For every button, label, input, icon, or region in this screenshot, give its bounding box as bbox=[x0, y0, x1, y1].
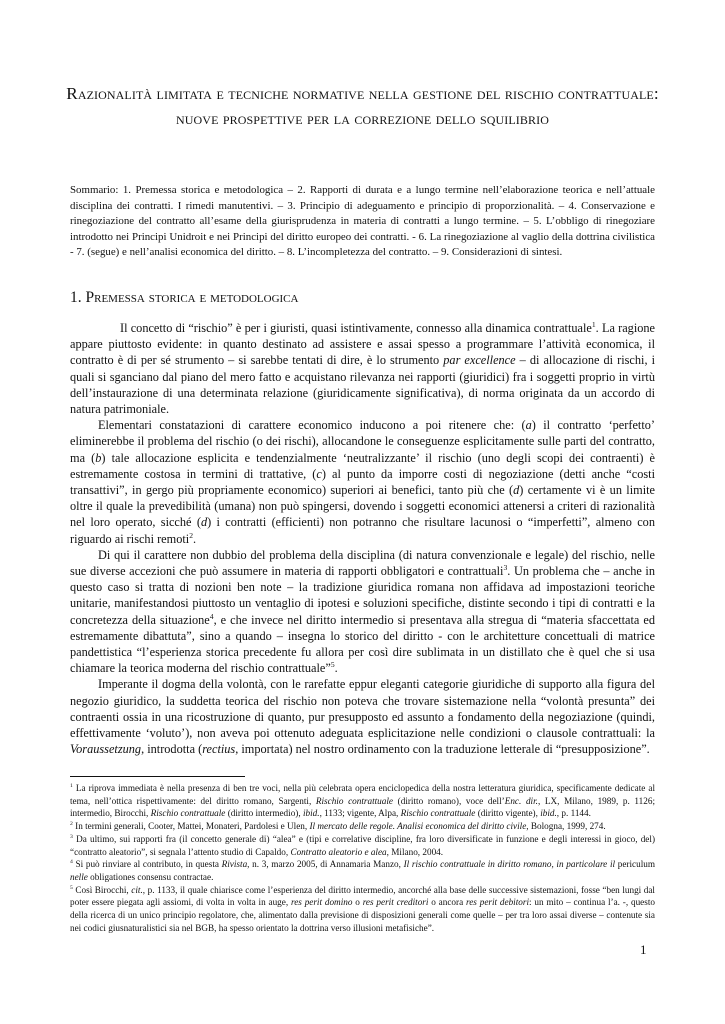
footnote-1: $^1$ La riprova immediata è nella presenza di ben tre voci, nella più celebrata opera enciclopedica della nostra letteratura giuridica, specificamente dedicate al tema, nell’ottica rispettivamente: del diritto romano, Sargenti, Rischio contrattuale (diritto romano), voce dell’Enc. dir., LX, Milano, 1989, p. 1126; intermedio, Birocchi, Rischio contrattuale (diritto intermedio), ibid., 1133; vigente, Alpa, Rischio contrattuale (diritto vigente), ibid., p. 1144. bbox=[70, 782, 655, 819]
footnotes bbox=[70, 782, 655, 934]
article-title: Razionalità limitata e tecniche normative nella gestione del rischio contrattuale: nuove prospettive per la correzione dello squilibrio bbox=[66, 84, 659, 128]
paragraph-3: Di qui il carattere non dubbio del problema della disciplina (di natura convenzionale e legale) del rischio, nelle sue diverse accezioni che può assumere in materia di rapporti obbligatori e contrattuali$^3$. Un problema che – anche in questo caso si tratta di nozioni ben note – la tradizione giuridica romana non affidava ad impostazioni teoriche unitarie, manifestandosi piuttosto un ventaglio di ipotesi e soluzioni specifiche, distinte secondo i tipi di contratti e la concretezza della situazione$^4$, e che invece nel diritto intermedio si presentava alla stregua di “materia sfaccettata ed estremamente dibattuta”, sino a quando – insegna lo storico del diritto - con le architetture concettuali di matrice pandettistica “l’esperienza storica precedente fu allora per così dire sublimata in un distillato che è quel che si usa chiamare la teorica moderna del rischio contrattuale”$^5$. bbox=[70, 547, 655, 676]
footnote-ref-2[interactable]: 2 bbox=[189, 530, 193, 540]
footnote-ref-4[interactable]: 4 bbox=[209, 611, 214, 621]
summary: Sommario: 1. Premessa storica e metodologica – 2. Rapporti di durata e a lungo termine nell’elaborazione teorica e nell’attuale disciplina dei contratti. I rimedi manutentivi. – 3. Principio di adeguamento e principio di proporzionalità. – 4. Conservazione e rinegoziazione del contratto all’esame della giurisprudenza in materia di contratti a lungo termine. – 5. L’obbligo di rinegoziare introdotto nei Principi Unidroit e nei Principi del diritto europeo dei contratti. - 6. La rinegoziazione al vaglio della dottrina civilistica - 7. (segue) e nell’analisi economica del diritto. – 8. L’incompletezza del contratto. – 9. Considerazioni di sintesi. bbox=[70, 184, 655, 259]
footnote-ref-5[interactable]: 5 bbox=[330, 660, 335, 670]
footnote-ref-1[interactable]: 1 bbox=[591, 319, 596, 329]
footnote-divider bbox=[70, 776, 245, 777]
footnote-3: $^3$ Da ultimo, sui rapporti fra (il concetto generale di) “alea” e (tipi e correlative discipline, fra loro diversificate in funzione e degli interessi in gioco, del) “contratto aleatorio”, si segnala l’attento studio di Capaldo, Contratto aleatorio e alea, Milano, 2004. bbox=[70, 833, 655, 857]
footnote-4: $^4$ Si può rinviare al contributo, in questa Rivista, n. 3, marzo 2005, di Annamaria Manzo, Il rischio contrattuale in diritto romano, in particolare il periculum nelle obligationes consensu contractae. bbox=[70, 859, 655, 882]
paragraph-1: Il concetto di “rischio” è per i giuristi, quasi istintivamente, connesso alla dinamica contrattuale$^1$. La ragione appare piuttosto evidente: in quanto destinato ad assistere e assai spesso a programmare l’attività economica, il contratto è di per sé strumento – si sarebbe tentati di dire, è lo strumento par excellence – di allocazione di rischi, i quali si sganciano dal piano del mero fatto e acquistano rilevanza nei rapporti (giuridici) fra i soggetti proprio in virtù dell’instaurazione di una determinata relazione (giuridicamente significativa), di norma originata da un accordo di natura patrimoniale. bbox=[70, 319, 655, 417]
footnote-2: $^2$ In termini generali, Cooter, Mattei, Monateri, Pardolesi e Ulen, Il mercato delle regole. Analisi economica del diritto civile, Bologna, 1999, 274. bbox=[70, 821, 606, 832]
page-number: 1 bbox=[640, 942, 647, 957]
footnote-5: $^5$ Così Birocchi, cit., p. 1133, il quale chiarisce come l’esperienza del diritto intermedio, ancorché alla base delle successive sistemazioni, fosse “ben lungi dal poter essere piegata agli assiomi, di volta in volta in auge, res perit domino o res perit creditori o ancora res perit debitori: un mito – continua l’a. -, questo della ricerca di un unico principio regolatore, che, alimentato dalla previsione di disposizioni generali come quelle – per tra loro assai diverse – contenute sia nei codici giusnaturalistici sia nel BGB, ha spesso orientato la dottrina verso illusioni metafisiche”. bbox=[70, 884, 655, 933]
footnote-ref-3[interactable]: 3 bbox=[503, 562, 508, 572]
body-text bbox=[70, 320, 655, 757]
paragraph-4: Imperante il dogma della volontà, con le rarefatte eppur eleganti categorie giuridiche di supporto alla figura del negozio giuridico, la suddetta teorica del rischio non poteva che trovare sistemazione nella “volontà presunta” dei contraenti ossia in una ricostruzione di quanto, pur presupposto ed assunto a fondamento della negoziazione (quindi, effettivamente ‘voluto’), non aveva poi ottenuto adeguata esplicitazione nelle condizioni o clausole contrattuali: la Voraussetzung, introdotta (rectius, importata) nel nostro ordinamento con la traduzione letterale di “presupposizione”. bbox=[70, 677, 655, 757]
section-heading: 1. Premessa storica e metodologica bbox=[70, 289, 299, 306]
paragraph-2: Elementari constatazioni di carattere economico inducono a poi ritenere che: (a) il contratto ‘perfetto’ eliminerebbe il problema del rischio (o dei rischi), allocandone le conseguenze esplicitamente sulle parti del contratto, ma (b) tale allocazione esplicita e tendenzialmente ‘neutralizzante’ il rischio (uno degli scopi dei contraenti) è estremamente costosa in termini di trattative, (c) al punto da imporre costi di negoziazione (detti anche “costi transattivi”, in gergo più propriamente economico) superiori ai benefici, tanto più che (d) certamente vi è un limite oltre il quale la prevedibilità (umana) non può spingersi, dovendo i soggetti economici attenersi a criteri di razionalità nel loro operato, sicché (d) i contratti (efficienti) non potranno che risultare lacunosi o “imperfetti”, almeno con riguardo ai rischi remoti$^2$. bbox=[70, 418, 655, 546]
